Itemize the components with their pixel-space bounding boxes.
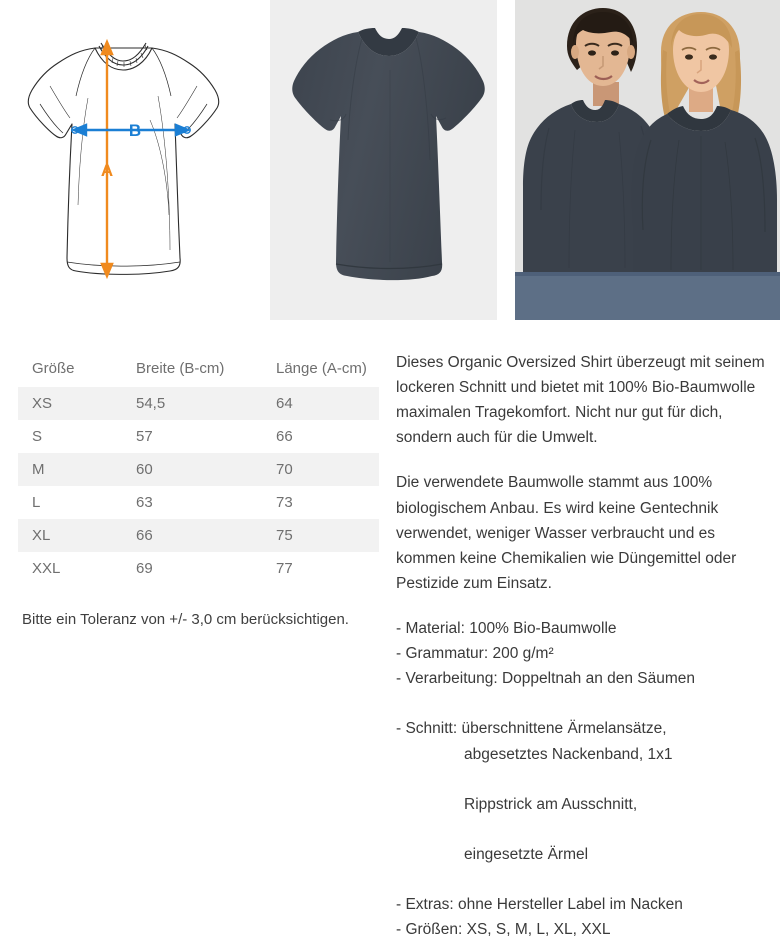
cell-width: 63 [122, 486, 262, 519]
table-header-length: Länge (A-cm) [262, 350, 379, 387]
cell-size: XS [18, 387, 122, 420]
cell-width: 66 [122, 519, 262, 552]
description-column [396, 320, 777, 942]
spec-cut-label: - Schnitt: überschnittene Ärmelansätze, [396, 720, 667, 738]
cell-width: 60 [122, 453, 262, 486]
tshirt-technical-drawing-icon [0, 0, 255, 320]
list-item: - Material: 100% Bio-Baumwolle [396, 619, 617, 637]
table-row [18, 453, 379, 486]
tshirt-flat-front-icon [270, 0, 499, 320]
cell-size: L [18, 486, 122, 519]
cell-width: 57 [122, 420, 262, 453]
cell-size: S [18, 420, 122, 453]
list-item: - Größen: XS, S, M, L, XL, XXL [396, 921, 611, 939]
table-row [18, 486, 379, 519]
table-row [18, 420, 379, 453]
technical-drawing-image [0, 0, 252, 320]
spec-cut-line-2: abgesetztes Nackenband, 1x1 [464, 745, 673, 763]
description-paragraph-1: Dieses Organic Oversized Shirt überzeugt mit seinem lockeren Schnitt und bietet mit 100% Bio-Baumwolle maximalen Tragekomfort. Nicht nur gut für dich, sondern auch für die Umwelt. [396, 354, 765, 447]
cell-width: 54,5 [122, 387, 262, 420]
cell-length: 73 [262, 486, 379, 519]
model-photo-image [515, 0, 777, 320]
cell-length: 77 [262, 552, 379, 585]
tolerance-note: Bitte ein Toleranz von +/- 3,0 cm berücksichtigen. [22, 611, 349, 628]
measure-b-label: B [128, 121, 142, 140]
table-row [18, 387, 379, 420]
list-item: - Verarbeitung: Doppeltnah an den Säumen [396, 670, 696, 688]
cell-length: 75 [262, 519, 379, 552]
table-header-row [18, 350, 379, 387]
cell-length: 66 [262, 420, 379, 453]
description-paragraph-2: Die verwendete Baumwolle stammt aus 100% biologischem Anbau. Es wird keine Gentechnik verwendet, weniger Wasser verbraucht und es kommen keine Chemikalien wie Düngemittel oder Pestizide zum Einsatz. [396, 474, 737, 592]
list-item: - Extras: ohne Hersteller Label im Nacken [396, 896, 683, 914]
product-image-row [0, 0, 777, 320]
table-header-width: Breite (B-cm) [122, 350, 262, 387]
cell-size: XXL [18, 552, 122, 585]
table-header-size: Größe [18, 350, 122, 387]
product-details-section [0, 320, 777, 942]
flat-product-image [270, 0, 497, 320]
cell-width: 69 [122, 552, 262, 585]
cell-length: 70 [262, 453, 379, 486]
cell-size: XL [18, 519, 122, 552]
size-chart-column [0, 320, 396, 942]
list-item: - Grammatur: 200 g/m² [396, 645, 554, 663]
table-row [18, 519, 379, 552]
size-table [18, 350, 379, 585]
cell-length: 64 [262, 387, 379, 420]
cell-size: M [18, 453, 122, 486]
table-row [18, 552, 379, 585]
specs-list [396, 616, 765, 942]
spec-cut-line-4: eingesetzte Ärmel [464, 845, 589, 863]
spec-cut-line-3: Rippstrick am Ausschnitt, [464, 795, 638, 813]
two-models-wearing-shirt-icon [515, 0, 780, 320]
measure-a-label: A [100, 161, 114, 180]
list-item [396, 691, 765, 892]
